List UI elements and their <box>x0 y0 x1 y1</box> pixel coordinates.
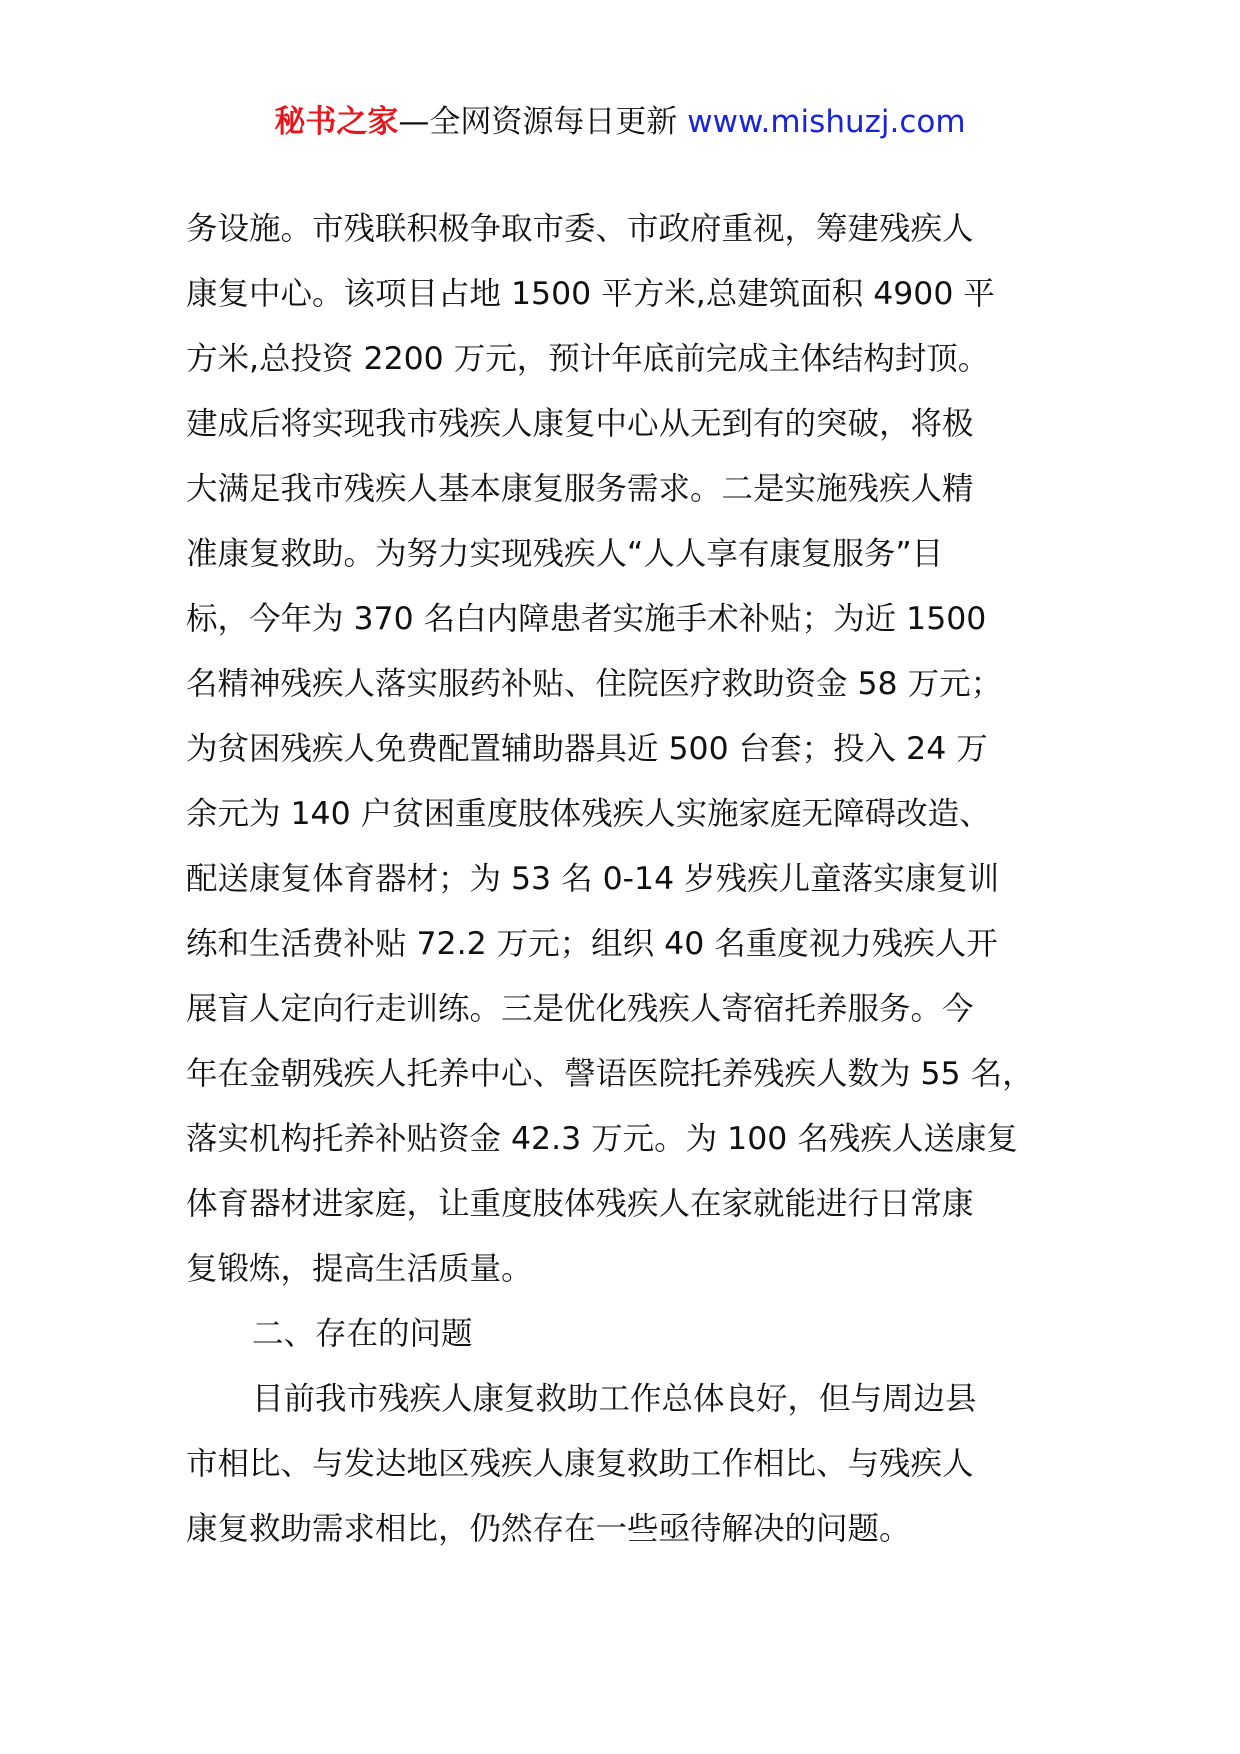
body-line: 展盲人定向行走训练。三是优化残疾人寄宿托养服务。今 <box>186 991 974 1027</box>
body-line: 年在金朝残疾人托养中心、謦语医院托养残疾人数为 55 名， <box>186 1056 1034 1092</box>
document-body <box>186 197 1076 1562</box>
body-line: 务设施。市残联积极争取市委、市政府重视，筹建残疾人 <box>186 211 974 247</box>
body-line: 体育器材进家庭，让重度肢体残疾人在家就能进行日常康 <box>186 1186 974 1222</box>
body-line: 标，今年为 370 名白内障患者实施手术补贴；为近 1500 <box>186 601 987 637</box>
body-line: 复锻炼，提高生活质量。 <box>186 1251 533 1287</box>
body-line: 市相比、与发达地区残疾人康复救助工作相比、与残疾人 <box>186 1446 974 1482</box>
header-brand: 秘书之家 <box>274 104 399 140</box>
body-line: 练和生活费补贴 72.2 万元；组织 40 名重度视力残疾人开 <box>186 926 998 962</box>
body-line: 名精神残疾人落实服药补贴、住院医疗救助资金 58 万元； <box>186 666 1003 702</box>
body-line: 准康复救助。为努力实现残疾人“人人享有康复服务”目 <box>186 536 944 572</box>
body-line: 康复中心。该项目占地 1500 平方米,总建筑面积 4900 平 <box>186 276 995 312</box>
header-site-url[interactable]: www.mishuzj.com <box>687 104 966 140</box>
body-line: 为贫困残疾人免费配置辅助器具近 500 台套；投入 24 万 <box>186 731 988 767</box>
body-line: 余元为 140 户贫困重度肢体残疾人实施家庭无障碍改造、 <box>186 796 991 832</box>
body-line: 康复救助需求相比，仍然存在一些亟待解决的问题。 <box>186 1511 911 1547</box>
body-line: 配送康复体育器材；为 53 名 0-14 岁残疾儿童落实康复训 <box>186 861 1000 897</box>
body-line: 建成后将实现我市残疾人康复中心从无到有的突破，将极 <box>186 406 974 442</box>
body-line: 大满足我市残疾人基本康复服务需求。二是实施残疾人精 <box>186 471 974 507</box>
body-line: 目前我市残疾人康复救助工作总体良好，但与周边县 <box>252 1381 977 1417</box>
page-header <box>0 100 1240 144</box>
section-heading: 二、存在的问题 <box>252 1316 473 1352</box>
body-line: 落实机构托养补贴资金 42.3 万元。为 100 名残疾人送康复 <box>186 1121 1018 1157</box>
header-slogan: —全网资源每日更新 <box>398 104 678 140</box>
body-line: 方米,总投资 2200 万元，预计年底前完成主体结构封顶。 <box>186 341 990 377</box>
